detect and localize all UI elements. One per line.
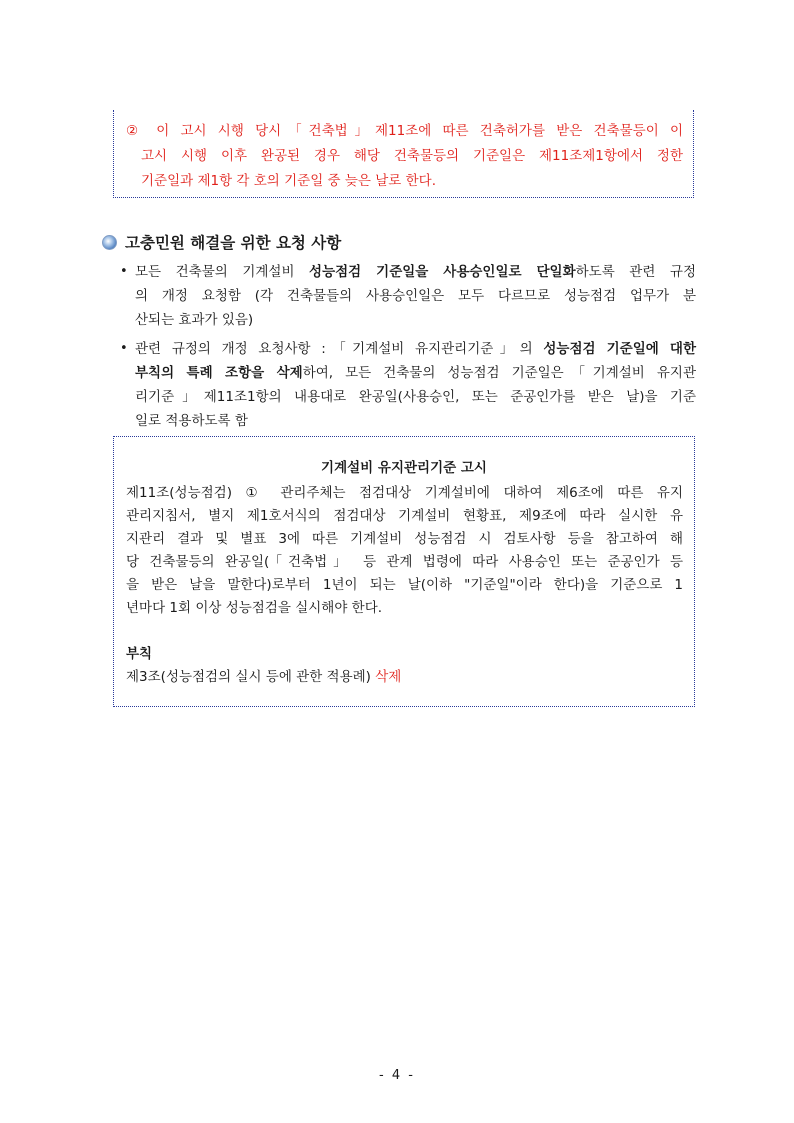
request-item-2-line: 일로 적용하도록 함 bbox=[135, 413, 248, 429]
request-item-1-line: 모든 건축물의 기계설비 성능점검 기준일을 사용승인일로 단일화하도록 관련 규정 bbox=[135, 264, 696, 280]
regulation-excerpt-box bbox=[113, 436, 695, 707]
request-item-2-line: 관련 규정의 개정 요청사항 :「기계설비 유지관리기준」의 성능점검 기준일에 대한 bbox=[135, 341, 696, 357]
regulation-line: 년마다 1회 이상 성능점검을 실시해야 한다. bbox=[126, 600, 383, 616]
regulation-line: 제11조(성능점검) ① 관리주체는 점검대상 기계설비에 대하여 제6조에 따른 유지 bbox=[126, 485, 683, 501]
page-number: - 4 - bbox=[379, 1068, 415, 1083]
bullet-dot-icon: • bbox=[120, 264, 128, 279]
blue-orb-bullet-icon bbox=[102, 235, 117, 250]
request-item-1-line: 산되는 효과가 있음) bbox=[135, 312, 254, 328]
regulation-title: 기계설비 유지관리기준 고시 bbox=[321, 460, 487, 476]
request-item-2-line: 부칙의 특례 조항을 삭제하여, 모든 건축물의 성능점검 기준일은「기계설비 유지관 bbox=[135, 365, 696, 381]
regulation-line: 당 건축물등의 완공일(「건축법」 등 관계 법령에 따라 사용승인 또는 준공인가 등 bbox=[126, 554, 683, 570]
section-heading bbox=[102, 230, 341, 254]
request-item-1-line: 의 개정 요청함 (각 건축물들의 사용승인일은 모두 다르므로 성능점검 업무가 분 bbox=[135, 288, 696, 304]
appendix-title: 부칙 bbox=[126, 646, 153, 662]
deleted-mark: 삭제 bbox=[375, 669, 402, 685]
regulation-line: 관리지침서, 별지 제1호서식의 점검대상 기계설비 현황표, 제9조에 따라 실시한 유 bbox=[126, 508, 683, 524]
regulation-line: 을 받은 날을 말한다)로부터 1년이 되는 날(이하 "기준일"이라 한다)을 기준으로 1 bbox=[126, 577, 683, 593]
regulation-line: 지관리 결과 및 별표 3에 따른 기계설비 성능점검 시 검토사항 등을 참고하여 해 bbox=[126, 531, 683, 547]
provision-line: ② 이 고시 시행 당시「건축법」제11조에 따른 건축허가를 받은 건축물등이 이 bbox=[126, 123, 683, 139]
provision-line: 고시 시행 이후 완공된 경우 해당 건축물등의 기준일은 제11조제1항에서 정한 bbox=[141, 148, 683, 164]
quoted-provision-box bbox=[113, 110, 694, 198]
section-heading-text: 고충민원 해결을 위한 요청 사항 bbox=[125, 234, 342, 252]
provision-line: 기준일과 제1항 각 호의 기준일 중 늦은 날로 한다. bbox=[141, 173, 436, 189]
request-item-2-line: 리기준」제11조1항의 내용대로 완공일(사용승인, 또는 준공인가를 받은 날)을 기준 bbox=[135, 389, 696, 405]
appendix-line: 제3조(성능점검의 실시 등에 관한 적용례) 삭제 bbox=[126, 669, 402, 685]
bullet-dot-icon: • bbox=[120, 341, 128, 356]
